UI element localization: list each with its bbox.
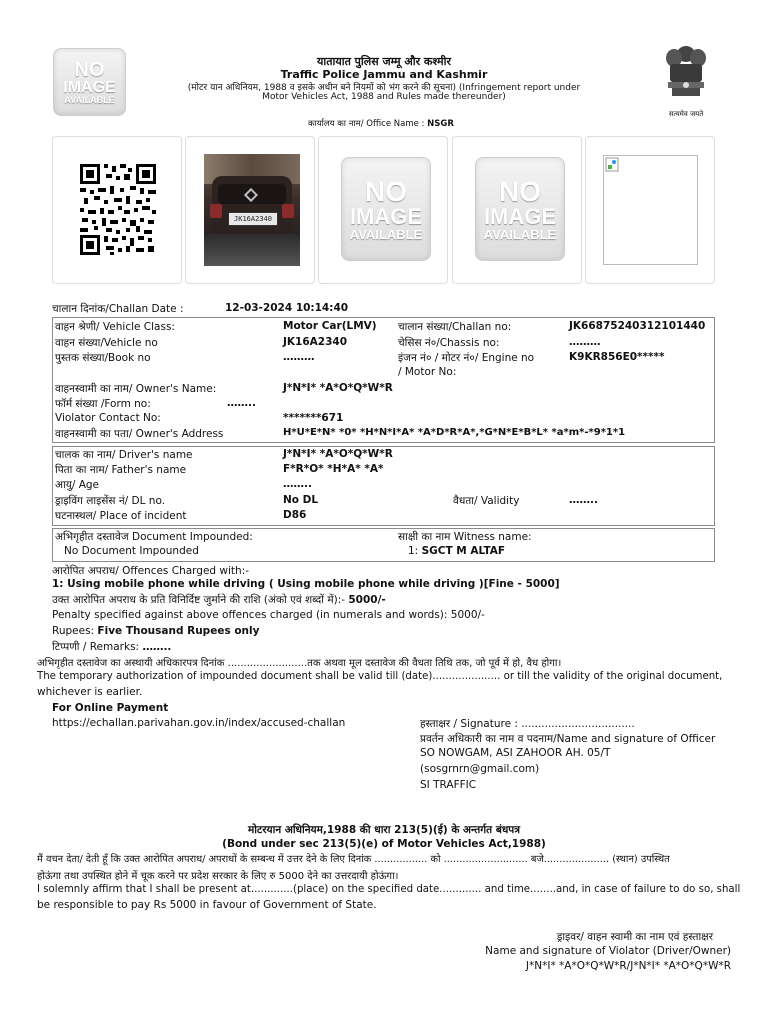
qr-code-tile (52, 136, 182, 284)
subtitle-line-2: Motor Vehicles Act, 1988 and Rules made thereunder) (262, 92, 506, 102)
image-tile-5 (585, 136, 715, 284)
contact-no-label: Violator Contact No: (55, 412, 161, 424)
subtitle-line-1: (मोटर यान अधिनियम, 1988 व इसके अधीन बने नियमों को भंग करने की सूचना) (Infringement report under (187, 83, 581, 93)
bond-english-line-1: I solemnly affirm that I shall be present at.............(place) on the specified date............. and time........and, in case of failure to do so, shall (37, 884, 741, 895)
rupees-value: Five Thousand Rupees only (97, 625, 260, 637)
image-tile-3 (318, 136, 448, 284)
no-image-text: NO (365, 175, 407, 207)
remarks-line (52, 640, 171, 654)
vehicle-photo-tile (185, 136, 315, 284)
engine-no-value: K9KR856E0***** (569, 351, 665, 363)
driver-name-value: J*N*I* *A*O*Q*W*R (283, 448, 393, 460)
owner-address-value: H*U*E*N* *0* *H*N*I*A* *A*D*R*A*,*G*N*E*B*L* *a*m*-*9*1*1 (283, 427, 626, 438)
engine-no-label: इंजन नं० / मोटर नं०/ Engine no (398, 352, 535, 364)
book-no-value: ……… (283, 351, 315, 363)
officer-signature-label: हस्ताक्षर / Signature : .................................. (420, 718, 635, 730)
bond-english-line-2: be responsible to pay Rs 5000 in favour of Government of State. (37, 899, 377, 911)
dl-no-label: ड्राइविंग लाइसेंस नं/ DL no. (55, 495, 166, 507)
officer-name-label: प्रवर्तन अधिकारी का नाम व पदनाम/Name and signature of Officer (420, 733, 716, 745)
vehicle-class-value: Motor Car(LMV) (283, 320, 377, 332)
broken-image-icon (603, 155, 698, 265)
violator-label-hindi: ड्राइवर/ वाहन स्वामी का नाम एवं हस्ताक्षर (556, 931, 713, 943)
vehicle-no-label: वाहन संख्या/Vehicle no (55, 337, 158, 349)
officer-name-value: SO NOWGAM, ASI ZAHOOR AH. 05/T (420, 747, 611, 759)
challan-date-label: चालान दिनांक/Challan Date : (52, 303, 184, 315)
header-no-image-placeholder (53, 48, 126, 116)
father-name-label: पिता का नाम/ Father's name (55, 464, 187, 476)
officer-email: (sosgrnrn@gmail.com) (420, 763, 540, 775)
number-plate (228, 212, 278, 226)
bond-hindi-line-2: होऊंगा तथा उपस्थित होने में चूक करने पर प्रदेश सरकार के लिए रु 5000 देने का उत्तरदायी होऊंगा। (37, 871, 399, 882)
plate-text: JK16A2340 (234, 215, 272, 223)
witness-label: साक्षी का नाम Witness name: (398, 531, 532, 543)
temporary-authorization-english-2: whichever is earlier. (37, 686, 143, 698)
image-tile-4 (452, 136, 582, 284)
challan-no-label: चालान संख्या/Challan no: (398, 321, 512, 333)
witness-entry (408, 545, 505, 557)
no-image-placeholder (475, 157, 565, 261)
owner-name-label: वाहनस्वामी का नाम/ Owner's Name: (55, 383, 217, 395)
no-image-text: AVAILABLE (349, 226, 423, 242)
validity-value: …….. (569, 494, 598, 506)
offence-item: 1: Using mobile phone while driving ( Using mobile phone while driving )[Fine - 5000] (52, 578, 560, 590)
vehicle-photo (204, 154, 300, 266)
father-name-value: F*R*O* *H*A* *A* (283, 463, 384, 475)
bond-hindi-line-1: मैं वचन देता/ देती हूँ कि उक्त आरोपित अपराध/ अपराधों के सम्बन्ध में उत्तर देने के लिए दिनांक ................. को ........................... बजे..................... (स्थान) उपस्थित (37, 854, 670, 865)
offences-heading: आरोपित अपराध/ Offences Charged with:- (52, 565, 250, 577)
no-image-text: NO (499, 175, 541, 207)
no-image-text: IMAGE (63, 78, 116, 96)
no-image-placeholder (341, 157, 431, 261)
officer-designation: SI TRAFFIC (420, 779, 477, 791)
rupees-label: Rupees: (52, 625, 95, 637)
no-image-text: IMAGE (483, 203, 557, 229)
place-value: D86 (283, 509, 307, 521)
violator-label-english: Name and signature of Violator (Driver/Owner) (485, 945, 731, 957)
no-image-text: NO (74, 58, 105, 81)
office-name (308, 118, 454, 129)
owner-name-value: J*N*I* *A*O*Q*W*R (283, 382, 393, 394)
violator-name-value: J*N*I* *A*O*Q*W*R/J*N*I* *A*O*Q*W*R (525, 960, 731, 972)
owner-address-label: वाहनस्वामी का पता/ Owner's Address (55, 428, 224, 440)
vehicle-no-value: JK16A2340 (283, 336, 348, 348)
office-label: कार्यालय का नाम/ Office Name : (308, 119, 425, 129)
qr-code-icon (80, 164, 156, 255)
no-image-text: IMAGE (349, 203, 423, 229)
form-no-label: फॉर्म संख्या /Form no: (55, 398, 151, 410)
emblem-motto: सत्यमेव जयते (668, 110, 704, 118)
temporary-authorization-hindi: अभिगृहीत दस्तावेज का अस्थायी अधिकारपत्र दिनांक .........................तक अथवा मूल दस्तावेज की वैधता तिथि तक, जो पूर्व में हो, वैध होगा। (37, 658, 562, 669)
challan-no-value: JK66875240312101440 (569, 320, 706, 332)
no-image-text: AVAILABLE (483, 226, 557, 242)
driver-name-label: चालक का नाम/ Driver's name (55, 449, 193, 461)
challan-date-value: 12-03-2024 10:14:40 (225, 302, 349, 314)
age-label: आयु/ Age (55, 479, 100, 491)
bond-title-hindi: मोटरयान अधिनियम,1988 की धारा 213(5)(ई) के अन्तर्गत बंधपत्र (247, 824, 521, 836)
title-hindi: यातायात पुलिस जम्मू और कश्मीर (317, 55, 451, 68)
fine-amount-value: 5000/- (348, 594, 386, 606)
no-image-text: AVAILABLE (64, 94, 115, 105)
remarks-value: …….. (142, 641, 172, 653)
penalty-text: Penalty specified against above offences charged (in numerals and words): 5000/- (52, 609, 485, 621)
document-impounded-label: अभिगृहीत दस्तावेज Document Impounded: (55, 531, 253, 543)
chassis-label: चेसिस नं०/Chassis no: (398, 337, 500, 349)
witness-prefix: 1: (408, 545, 419, 557)
temporary-authorization-english-1: The temporary authorization of impounded document shall be valid till (date)..................... or till the validity of the original document, (37, 671, 723, 682)
engine-no-label-2: / Motor No: (398, 366, 457, 378)
national-emblem-icon (660, 44, 712, 110)
fine-amount-line (52, 593, 386, 607)
form-no-value: …….. (227, 397, 256, 409)
remarks-label: टिप्पणी / Remarks: (52, 641, 140, 653)
book-no-label: पुस्तक संख्या/Book no (55, 352, 151, 364)
bond-title-english: (Bond under sec 213(5)(e) of Motor Vehicles Act,1988) (222, 838, 546, 850)
document-impounded-value: No Document Impounded (64, 545, 199, 557)
office-value: NSGR (427, 119, 454, 129)
vehicle-class-label: वाहन श्रेणी/ Vehicle Class: (55, 321, 175, 333)
validity-label: वैधता/ Validity (453, 495, 520, 507)
contact-no-value: *******671 (283, 412, 344, 424)
fine-amount-label: उक्त आरोपित अपराध के प्रति विनिर्दिष्ट जुर्माने की राशि (अंको एवं शब्दों में):- (52, 594, 346, 606)
title-english: Traffic Police Jammu and Kashmir (280, 68, 488, 81)
rupees-line (52, 625, 259, 637)
online-payment-link[interactable]: https://echallan.parivahan.gov.in/index/accused-challan (52, 717, 346, 729)
place-label: घटनास्थल/ Place of incident (55, 510, 187, 522)
witness-value: SGCT M ALTAF (421, 545, 506, 557)
age-value: …….. (283, 478, 312, 490)
dl-no-value: No DL (283, 494, 319, 506)
chassis-value: ……… (569, 336, 601, 348)
online-payment-heading: For Online Payment (52, 702, 169, 714)
